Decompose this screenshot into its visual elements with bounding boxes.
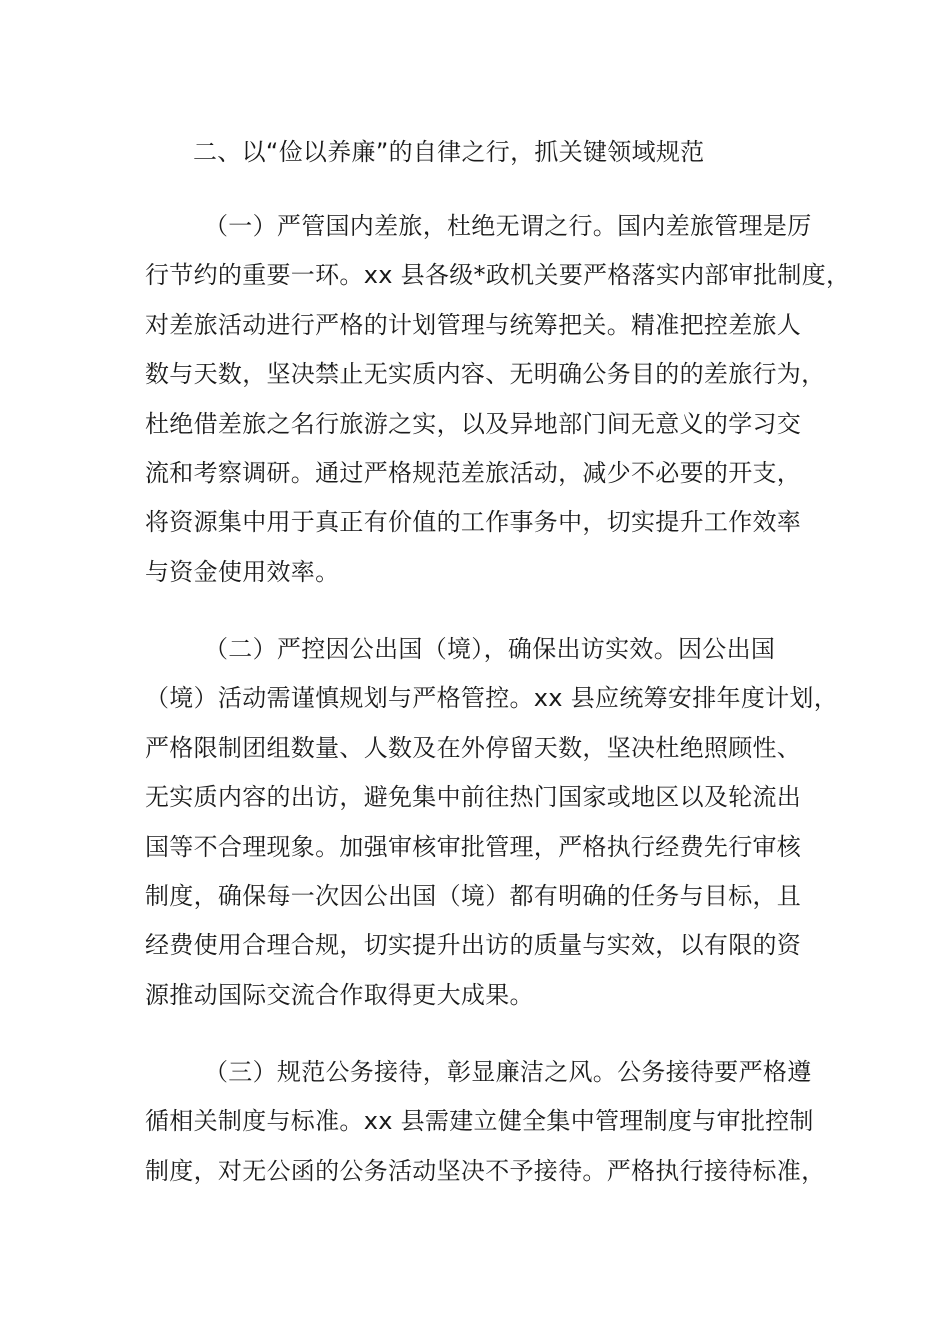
paragraph-line: 经费使用合理合规，切实提升出访的质量与实效，以有限的资	[145, 931, 802, 959]
paragraph-line: （一）严管国内差旅，杜绝无谓之行。国内差旅管理是厉	[204, 212, 812, 240]
paragraph-line: 行节约的重要一环。xx 县各级*政机关要严格落实内部审批制度，	[145, 261, 851, 289]
paragraph-line: 无实质内容的出访，避免集中前往热门国家或地区以及轮流出	[145, 783, 802, 811]
paragraph-line: 流和考察调研。通过严格规范差旅活动，减少不必要的开支，	[145, 459, 802, 487]
paragraph-line: 对差旅活动进行严格的计划管理与统筹把关。精准把控差旅人	[145, 311, 802, 339]
section-heading: 二、以“俭以养廉”的自律之行，抓关键领域规范	[193, 138, 705, 166]
paragraph-line: 制度，确保每一次因公出国（境）都有明确的任务与目标，且	[145, 882, 802, 910]
paragraph-line: （三）规范公务接待，彰显廉洁之风。公务接待要严格遵	[204, 1058, 812, 1086]
paragraph-line: 数与天数，坚决禁止无实质内容、无明确公务目的的差旅行为，	[145, 360, 826, 388]
paragraph-line: 将资源集中用于真正有价值的工作事务中，切实提升工作效率	[145, 508, 802, 536]
paragraph-line: 源推动国际交流合作取得更大成果。	[145, 981, 534, 1009]
paragraph-line: （二）严控因公出国（境），确保出访实效。因公出国	[204, 635, 776, 663]
paragraph-line: 国等不合理现象。加强审核审批管理，严格执行经费先行审核	[145, 833, 802, 861]
paragraph-line: 制度，对无公函的公务活动坚决不予接待。严格执行接待标准，	[145, 1157, 826, 1185]
paragraph-line: （境）活动需谨慎规划与严格管控。xx 县应统筹安排年度计划，	[145, 684, 839, 712]
paragraph-line: 循相关制度与标准。xx 县需建立健全集中管理制度与审批控制	[145, 1107, 814, 1135]
paragraph-line: 杜绝借差旅之名行旅游之实，以及异地部门间无意义的学习交	[145, 410, 802, 438]
paragraph-line: 严格限制团组数量、人数及在外停留天数，坚决杜绝照顾性、	[145, 734, 802, 762]
paragraph-line: 与资金使用效率。	[145, 558, 340, 586]
